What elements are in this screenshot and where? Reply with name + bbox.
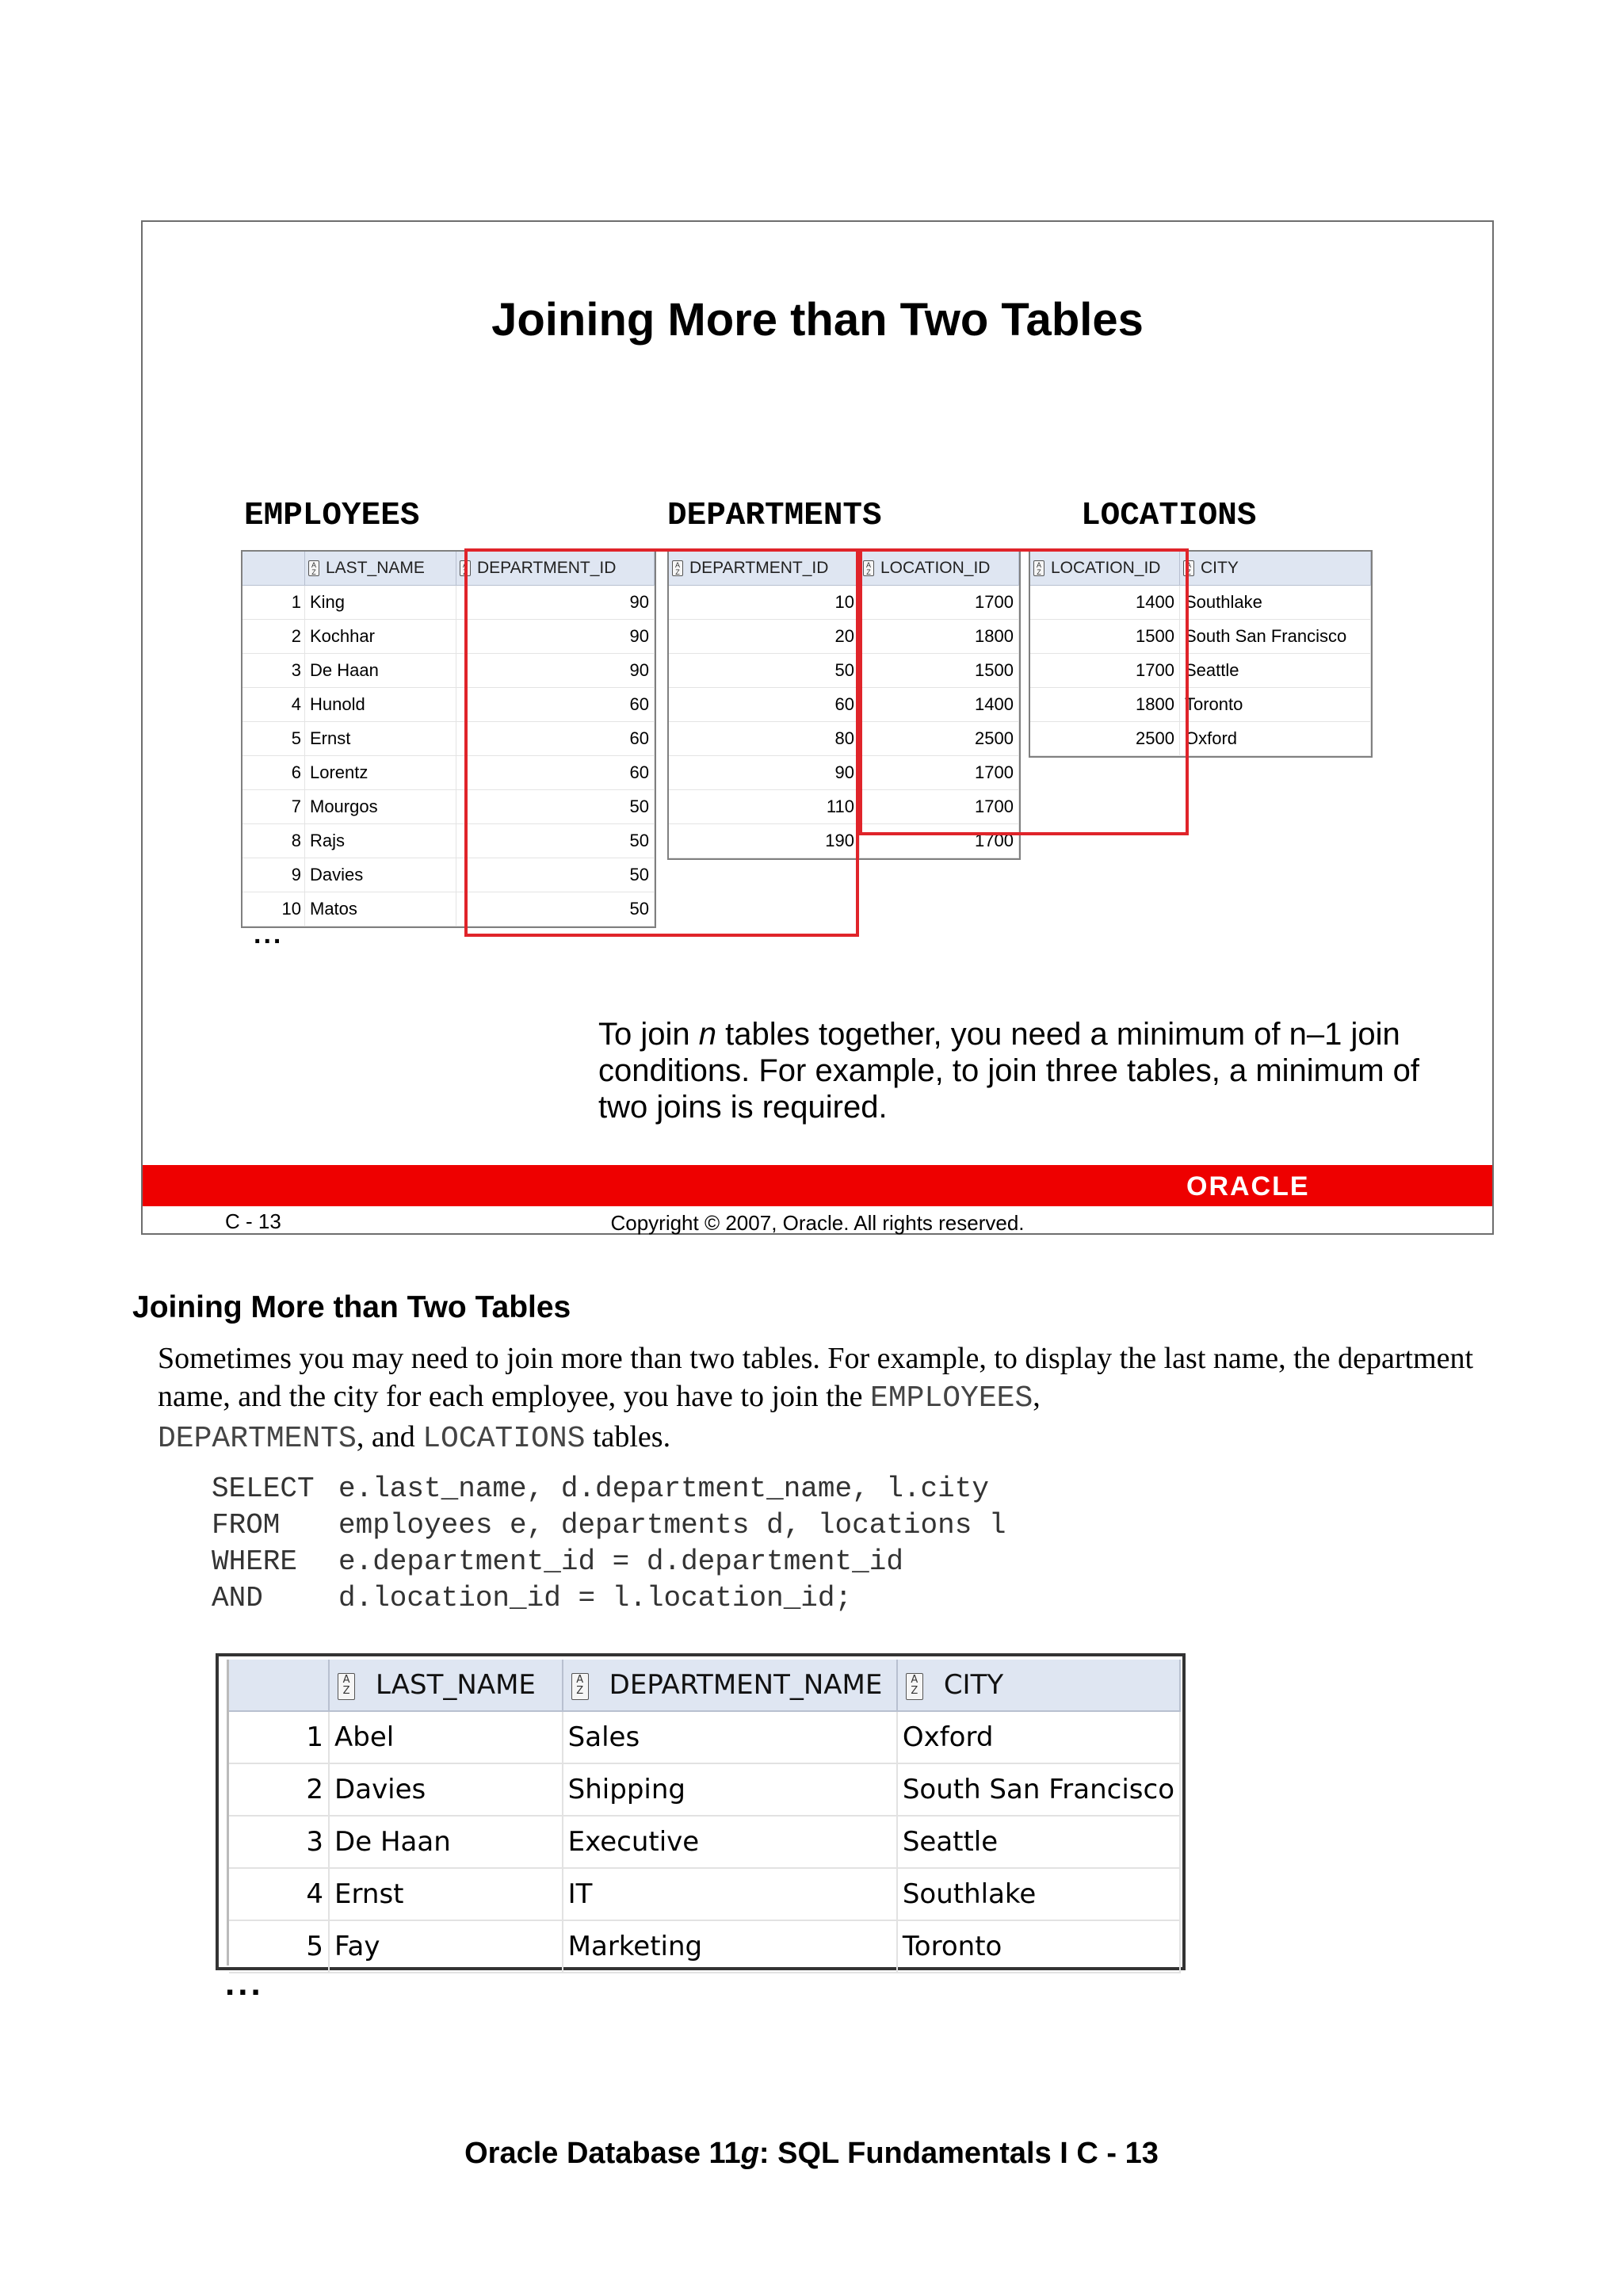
table-cell: 60	[669, 688, 860, 722]
column-header-department-id[interactable]: A Z DEPARTMENT_ID	[456, 552, 655, 586]
table-cell: 1800	[860, 620, 1019, 654]
code-line: WHERE e.department_id = d.department_id	[212, 1545, 903, 1578]
table-cell: Southlake	[1180, 586, 1371, 620]
row-number: 2	[229, 1763, 329, 1816]
column-header-city[interactable]: A Z CITY	[897, 1660, 1180, 1711]
table-cell: Davies	[329, 1763, 563, 1816]
az-sort-icon[interactable]: A Z	[571, 1673, 589, 1700]
row-number: 1	[242, 586, 305, 620]
row-number: 6	[242, 756, 305, 790]
table-cell: 1700	[860, 790, 1019, 824]
table-cell: Seattle	[1180, 654, 1371, 688]
table-cell: 50	[456, 892, 655, 926]
az-sort-icon[interactable]: A Z	[460, 560, 471, 576]
table-cell: 1700	[1030, 654, 1180, 688]
az-sort-icon[interactable]: A Z	[863, 560, 874, 576]
location-id-highlight	[859, 548, 1189, 835]
table-cell: 1700	[860, 756, 1019, 790]
slide-page-ref: C - 13	[225, 1209, 281, 1233]
table-cell: 50	[456, 858, 655, 892]
table-cell: Sales	[563, 1711, 897, 1763]
table-cell: Matos	[305, 892, 456, 926]
table-cell: Davies	[305, 858, 456, 892]
table-cell: 2500	[860, 722, 1019, 756]
table-cell: 1500	[860, 654, 1019, 688]
table-row[interactable]	[229, 1920, 1180, 1973]
column-header-location-id[interactable]: A Z LOCATION_ID	[860, 552, 1019, 586]
table-row[interactable]	[229, 1868, 1180, 1920]
slide	[141, 220, 1494, 1235]
table-cell: 80	[669, 722, 860, 756]
column-header-department-name[interactable]: A Z DEPARTMENT_NAME	[563, 1660, 897, 1711]
table-cell: 1400	[1030, 586, 1180, 620]
table-cell: Oxford	[1180, 722, 1371, 756]
query-result-grid	[216, 1653, 1186, 1970]
row-number: 9	[242, 858, 305, 892]
table-cell: Toronto	[897, 1920, 1180, 1973]
row-number: 5	[242, 722, 305, 756]
az-sort-icon[interactable]: A Z	[308, 560, 319, 576]
row-number: 7	[242, 790, 305, 824]
column-header-last-name[interactable]: A Z LAST_NAME	[305, 552, 456, 586]
locations-label: LOCATIONS	[1081, 498, 1257, 534]
table-cell: Marketing	[563, 1920, 897, 1973]
table-cell: Rajs	[305, 824, 456, 858]
slide-footer-band	[143, 1165, 1492, 1206]
row-number: 3	[242, 654, 305, 688]
table-cell: 1800	[1030, 688, 1180, 722]
table-row[interactable]	[229, 1816, 1180, 1868]
row-number: 4	[242, 688, 305, 722]
table-cell: Southlake	[897, 1868, 1180, 1920]
row-number-header	[229, 1660, 329, 1711]
department-id-highlight	[464, 548, 859, 937]
table-cell: Ernst	[305, 722, 456, 756]
more-rows-ellipsis: ...	[254, 919, 284, 949]
table-cell: 1700	[860, 824, 1019, 858]
row-number: 1	[229, 1711, 329, 1763]
more-results-ellipsis: ...	[225, 1964, 264, 2003]
table-cell: Ernst	[329, 1868, 563, 1920]
departments-label: DEPARTMENTS	[667, 498, 882, 534]
table-cell: 90	[456, 654, 655, 688]
slide-title: Joining More than Two Tables	[491, 294, 1144, 346]
table-cell: South San Francisco	[1180, 620, 1371, 654]
table-cell: Lorentz	[305, 756, 456, 790]
az-sort-icon[interactable]: A Z	[1183, 560, 1194, 576]
table-cell: Toronto	[1180, 688, 1371, 722]
oracle-logo	[1186, 1171, 1353, 1200]
column-header-last-name[interactable]: A Z LAST_NAME	[329, 1660, 563, 1711]
az-sort-icon[interactable]: A Z	[672, 560, 683, 576]
table-cell: 90	[456, 586, 655, 620]
code-line: FROM employees e, departments d, locations l	[212, 1509, 1006, 1541]
slide-copyright: Copyright © 2007, Oracle. All rights reserved.	[610, 1211, 1025, 1235]
table-cell: 1400	[860, 688, 1019, 722]
table-cell: IT	[563, 1868, 897, 1920]
table-cell: Executive	[563, 1816, 897, 1868]
table-cell: 50	[669, 654, 860, 688]
table-cell: 50	[456, 790, 655, 824]
table-cell: Mourgos	[305, 790, 456, 824]
table-cell: 90	[456, 620, 655, 654]
code-line: SELECT e.last_name, d.department_name, l.city	[212, 1473, 989, 1505]
result-rows	[229, 1711, 1180, 1973]
az-sort-icon[interactable]: A Z	[338, 1673, 355, 1700]
table-cell: 60	[456, 722, 655, 756]
table-cell: South San Francisco	[897, 1763, 1180, 1816]
table-cell: Seattle	[897, 1816, 1180, 1868]
column-header-location-id[interactable]: A Z LOCATION_ID	[1030, 552, 1180, 586]
page-footer: Oracle Database 11g: SQL Fundamentals I C - 13	[464, 2137, 1159, 2170]
table-row[interactable]	[229, 1763, 1180, 1816]
section-heading: Joining More than Two Tables	[132, 1290, 571, 1324]
row-number: 3	[229, 1816, 329, 1868]
table-cell: 60	[456, 756, 655, 790]
az-sort-icon[interactable]: A Z	[1033, 560, 1044, 576]
employees-label: EMPLOYEES	[244, 498, 420, 534]
svg-text:ORACLE: ORACLE	[1186, 1171, 1310, 1200]
table-cell: Abel	[329, 1711, 563, 1763]
table-cell: Oxford	[897, 1711, 1180, 1763]
table-cell: 10	[669, 586, 860, 620]
table-cell: Shipping	[563, 1763, 897, 1816]
table-cell: 190	[669, 824, 860, 858]
slide-note: To join n tables together, you need a minimum of n–1 join conditions. For example, to join three tables, a minimum of two joins is required.	[598, 1017, 1420, 1125]
row-number-header	[242, 552, 305, 586]
table-cell: Kochhar	[305, 620, 456, 654]
row-number: 5	[229, 1920, 329, 1973]
sql-code-block	[212, 1471, 1006, 1617]
table-cell: 1500	[1030, 620, 1180, 654]
az-sort-icon[interactable]: A Z	[906, 1673, 923, 1700]
table-cell: 60	[456, 688, 655, 722]
column-header-department-id[interactable]: A Z DEPARTMENT_ID	[669, 552, 860, 586]
table-cell: 90	[669, 756, 860, 790]
table-cell: De Haan	[329, 1816, 563, 1868]
table-row[interactable]	[229, 1711, 1180, 1763]
table-cell: 20	[669, 620, 860, 654]
table-cell: 110	[669, 790, 860, 824]
table-cell: 50	[456, 824, 655, 858]
row-number: 8	[242, 824, 305, 858]
table-cell: King	[305, 586, 456, 620]
table-cell: De Haan	[305, 654, 456, 688]
table-cell: Fay	[329, 1920, 563, 1973]
column-header-city[interactable]: A Z CITY	[1180, 552, 1371, 586]
table-cell: 1700	[860, 586, 1019, 620]
row-number: 2	[242, 620, 305, 654]
table-cell: Hunold	[305, 688, 456, 722]
row-number: 10	[242, 892, 305, 926]
code-line: AND d.location_id = l.location_id;	[212, 1582, 853, 1614]
table-cell: 2500	[1030, 722, 1180, 756]
section-paragraph: Sometimes you may need to join more than two tables. For example, to display the last name, the department name, and the city for each employee, you have to join the EMPLOYEES, DEPARTMENTS, and LOCATIONS tables.	[158, 1342, 1474, 1456]
row-number: 4	[229, 1868, 329, 1920]
